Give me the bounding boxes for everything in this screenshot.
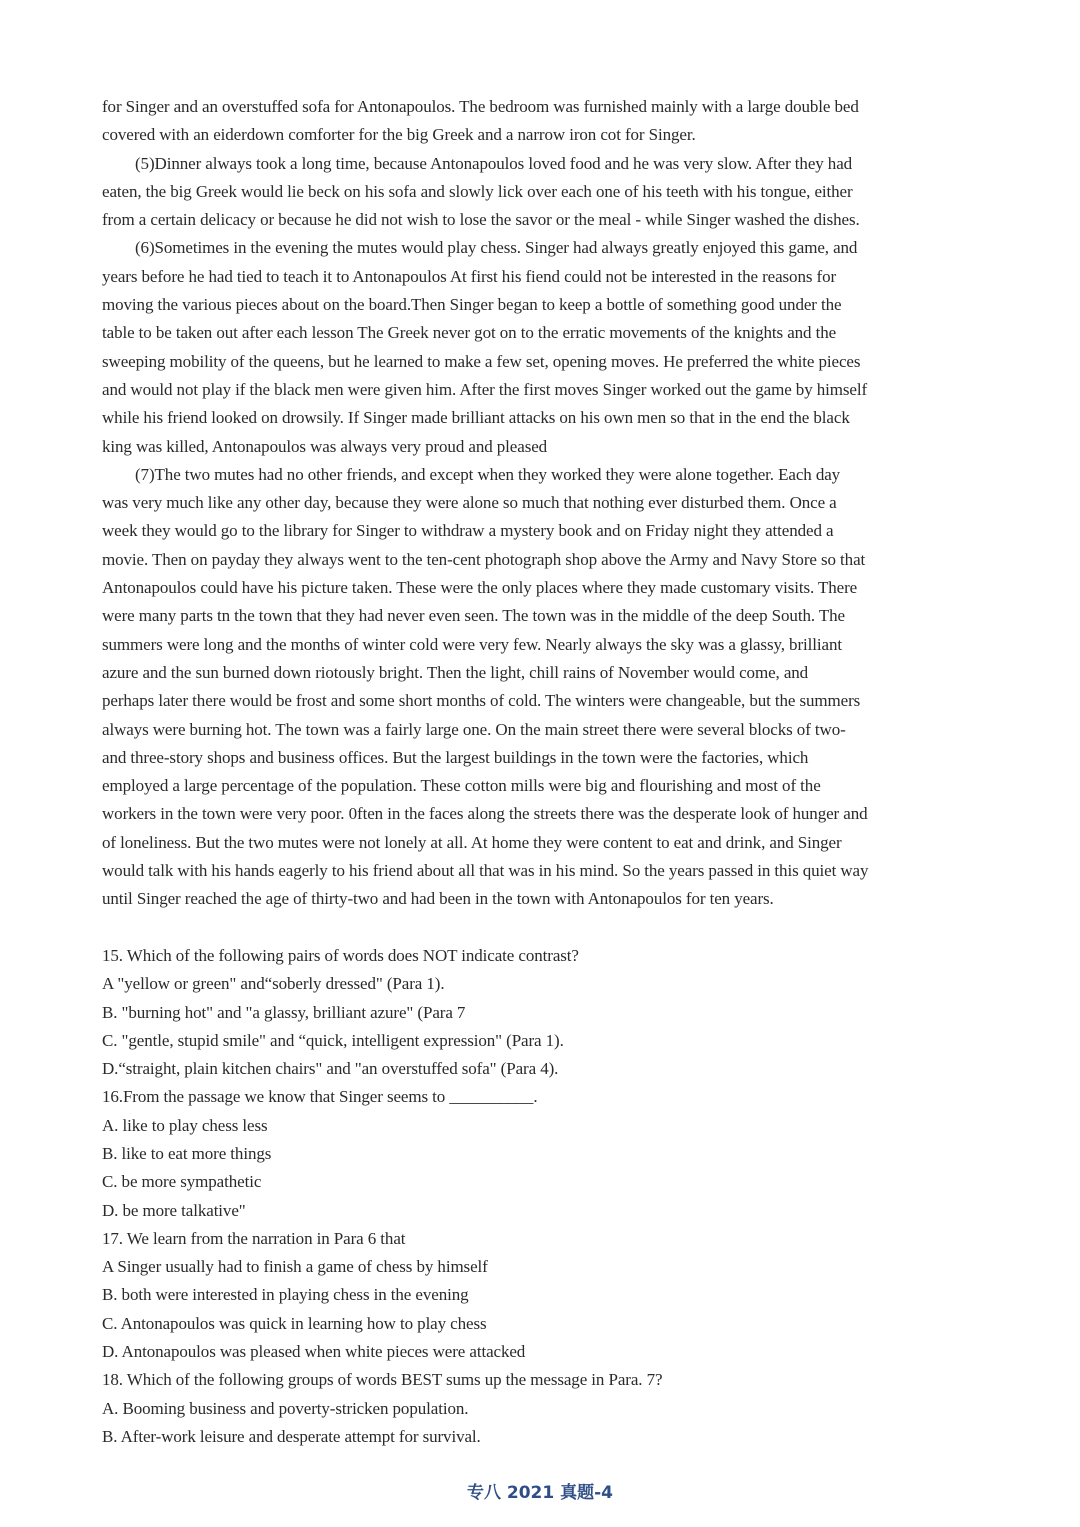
answer-option: D. be more talkative" (102, 1200, 246, 1220)
passage-line: and three-story shops and business offices. But the largest buildings in the town were the factories, which (102, 747, 809, 767)
passage-line: Antonapoulos could have his picture taken. These were the only places where they made customary visits. There (102, 578, 858, 598)
passage-line: for Singer and an overstuffed sofa for Antonapoulos. The bedroom was furnished mainly with a large double bed (102, 97, 859, 116)
answer-option: A. Booming business and poverty-stricken population. (102, 1398, 469, 1418)
passage-line: (5)Dinner always took a long time, because Antonapoulos loved food and he was very slow. After they had (135, 153, 853, 173)
question-stem: 15. Which of the following pairs of words does NOT indicate contrast? (102, 945, 579, 965)
answer-option: B. both were interested in playing chess in the evening (102, 1285, 469, 1305)
answer-option: B. After-work leisure and desperate attempt for survival. (102, 1426, 481, 1446)
passage-line: eaten, the big Greek would lie beck on his sofa and slowly lick over each one of his teeth with his tongue, either (102, 181, 853, 201)
passage-line: week they would go to the library for Singer to withdraw a mystery book and on Friday night they attended a (102, 521, 834, 541)
page-content (102, 93, 982, 1451)
section-gap (102, 914, 982, 942)
passage-line: always were burning hot. The town was a fairly large one. On the main street there were several blocks of two- (102, 719, 846, 739)
passage-line: from a certain delicacy or because he did not wish to lose the savor or the meal - while Singer washed the dishes. (102, 210, 860, 230)
passage-line: was very much like any other day, because they were alone so much that nothing ever disturbed them. Once a (102, 493, 837, 513)
answer-option: A "yellow or green" and“soberly dressed" (Para 1). (102, 974, 445, 994)
passage-line: until Singer reached the age of thirty-two and had been in the town with Antonapoulos for ten years. (102, 889, 774, 909)
answer-option: B. "burning hot" and "a glassy, brilliant azure" (Para 7 (102, 1002, 466, 1022)
passage-line: (7)The two mutes had no other friends, and except when they worked they were alone together. Each day (135, 464, 841, 484)
passage-line: while his friend looked on drowsily. If Singer made brilliant attacks on his own men so that in the end the black (102, 408, 850, 428)
passage-line: table to be taken out after each lesson The Greek never got on to the erratic movements of the knights and the (102, 323, 837, 343)
question-stem: 18. Which of the following groups of words BEST sums up the message in Para. 7? (102, 1370, 663, 1390)
answer-option: C. "gentle, stupid smile" and “quick, intelligent expression" (Para 1). (102, 1030, 564, 1050)
answer-option: C. Antonapoulos was quick in learning how to play chess (102, 1313, 487, 1333)
passage-line: moving the various pieces about on the board.Then Singer began to keep a bottle of something good under the (102, 295, 842, 315)
answer-option: D.“straight, plain kitchen chairs" and "an overstuffed sofa" (Para 4). (102, 1059, 559, 1079)
answer-option: A Singer usually had to finish a game of chess by himself (102, 1257, 488, 1277)
passage-line: perhaps later there would be frost and some short months of cold. The winters were changeable, but the summers (102, 691, 861, 711)
questions (102, 942, 982, 1451)
passage-line: sweeping mobility of the queens, but he learned to make a few set, opening moves. He preferred the white pieces (102, 351, 861, 371)
answer-option: A. like to play chess less (102, 1115, 268, 1135)
answer-option: B. like to eat more things (102, 1143, 272, 1163)
passage-line: covered with an eiderdown comforter for the big Greek and a narrow iron cot for Singer. (102, 125, 696, 145)
passage-line: (6)Sometimes in the evening the mutes would play chess. Singer had always greatly enjoyed this game, and (135, 238, 858, 258)
passage-line: would talk with his hands eagerly to his friend about all that was in his mind. So the years passed in this quiet way (102, 861, 869, 881)
passage-line: movie. Then on payday they always went to the ten-cent photograph shop above the Army and Navy Store so that (102, 549, 866, 569)
page-footer: 专八 2021 真题-4 (466, 1483, 614, 1503)
passage-line: azure and the sun burned down riotously bright. Then the light, chill rains of November would come, and (102, 662, 809, 682)
passage-line: workers in the town were very poor. 0ften in the faces along the streets there was the desperate look of hunger and (102, 804, 868, 824)
question-stem: 16.From the passage we know that Singer seems to __________. (102, 1087, 538, 1107)
answer-option: D. Antonapoulos was pleased when white pieces were attacked (102, 1342, 526, 1362)
passage-line: king was killed, Antonapoulos was always very proud and pleased (102, 436, 548, 456)
passage-line: employed a large percentage of the population. These cotton mills were big and flourishing and most of the (102, 776, 821, 796)
passage-line: and would not play if the black men were given him. After the first moves Singer worked out the game by himself (102, 379, 868, 399)
passage-line: years before he had tied to teach it to Antonapoulos At first his fiend could not be interested in the reasons for (102, 266, 837, 286)
passage-line: were many parts tn the town that they had never even seen. The town was in the middle of the deep South. The (102, 606, 845, 626)
passage-line: of loneliness. But the two mutes were not lonely at all. At home they were content to eat and drink, and Singer (102, 832, 842, 852)
passage-line: summers were long and the months of winter cold were very few. Nearly always the sky was a glassy, brilliant (102, 634, 842, 654)
answer-option: C. be more sympathetic (102, 1172, 262, 1192)
question-stem: 17. We learn from the narration in Para 6 that (102, 1228, 406, 1248)
passage (102, 93, 982, 914)
